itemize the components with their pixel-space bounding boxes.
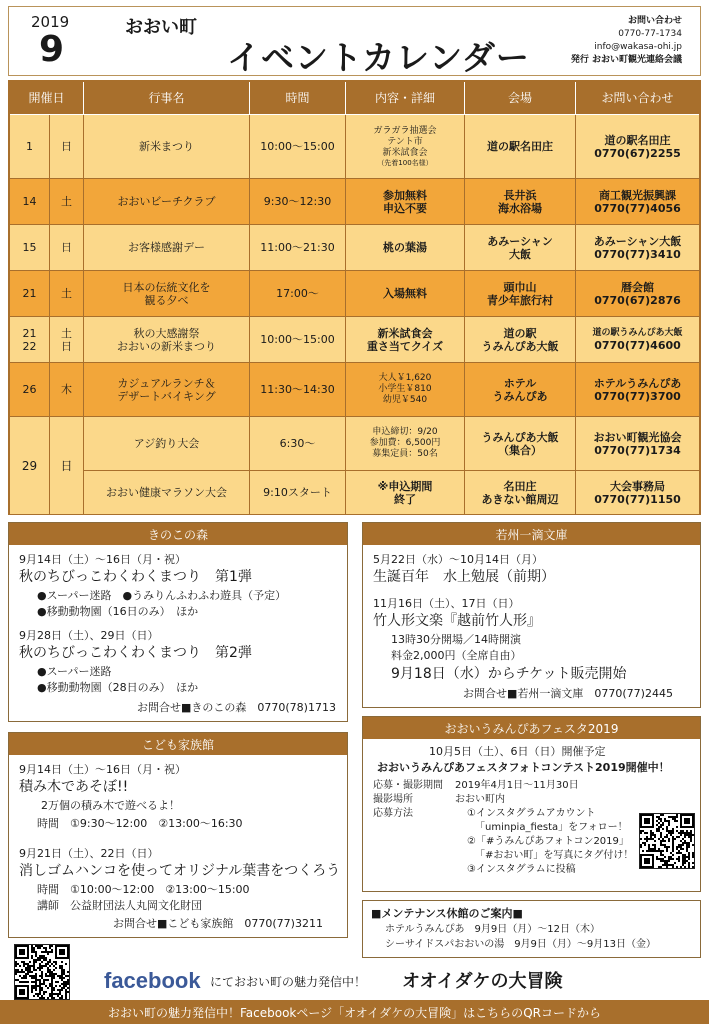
- event-calendar-table: [8, 80, 701, 515]
- festa-method-line: ②「#うみんぴあフォトコン2019」: [467, 836, 629, 847]
- cell-contact: おおい町観光協会 0770(77)1734: [576, 417, 699, 471]
- festa-row-value: 2019年4月1日～11月30日: [455, 780, 579, 791]
- cell-time: 17:00～: [250, 271, 346, 317]
- header-email: info@wakasa-ohi.jp: [594, 42, 682, 52]
- cell-venue: 道の駅名田庄: [465, 115, 576, 179]
- cell-event-name: 秋の大感謝祭 おおいの新米まつり: [84, 317, 250, 363]
- kodomo-e2-title: 消しゴムハンコを使ってオリジナル葉書をつくろう: [19, 863, 341, 879]
- cell-contact: 道の駅うみんぴあ大飯 0770(77)4600: [576, 317, 699, 363]
- kodomo-section: [8, 732, 348, 938]
- cell-day-merged: 日: [50, 417, 84, 515]
- festa-qr-code-icon[interactable]: [639, 813, 695, 869]
- wakasa-e1-date: 5月22日（水）～10月14日（月）: [373, 553, 543, 566]
- maintenance-line-2: シーサイドスパおおいの湯 9月9日（月）～9月13日（金）: [385, 939, 657, 950]
- cell-event-name: カジュアルランチ＆ デザートバイキング: [84, 363, 250, 417]
- cell-day: 土: [50, 179, 84, 225]
- header-contact-label: お問い合わせ: [627, 16, 682, 26]
- header-tel: 0770-77-1734: [618, 29, 682, 39]
- cell-date: 26: [10, 363, 50, 417]
- festa-row-label: 撮影場所: [373, 794, 413, 805]
- festa-row-label: 応募・撮影期間: [373, 780, 443, 791]
- cell-detail: 新米試食会 重さ当てクイズ: [346, 317, 465, 363]
- cell-time: 10:00～15:00: [250, 317, 346, 363]
- cell-venue: 道の駅 うみんぴあ大飯: [465, 317, 576, 363]
- cell-contact: ホテルうみんぴあ 0770(77)3700: [576, 363, 699, 417]
- table-row: [10, 317, 699, 363]
- cell-day: 日: [50, 115, 84, 179]
- wakasa-e2-title: 竹人形文楽『越前竹人形』: [373, 613, 541, 629]
- wakasa-e2-ticket: 9月18日（水）からチケット販売開始: [391, 666, 627, 682]
- table-row: [10, 179, 699, 225]
- header-publisher: 発行 おおい町観光連絡会議: [570, 55, 682, 65]
- cell-day: 木: [50, 363, 84, 417]
- kodomo-e1-title: 積み木であそぼ!!: [19, 779, 129, 795]
- kinoko-contact: お問合せ■きのこの森 0770(78)1713: [137, 701, 336, 714]
- festa-row-label: 応募方法: [373, 808, 413, 819]
- festa-method-line: 「uminpia_fiesta」をフォロー！: [475, 822, 628, 833]
- facebook-logo[interactable]: facebook: [104, 968, 201, 993]
- table-header-cell: 会場: [465, 82, 576, 115]
- festa-row-value: おおい町内: [455, 794, 505, 805]
- cell-date-merged: 29: [10, 417, 50, 515]
- kinoko-e2-title: 秋のちびっこわくわくまつり 第2弾: [19, 645, 252, 661]
- page-header: [8, 6, 701, 76]
- kodomo-title: こども家族館: [9, 733, 347, 755]
- cell-detail: ※申込期間 終了: [346, 471, 465, 515]
- kodomo-e2-teacher: 講師 公益財団法人丸岡文化財団: [37, 899, 202, 912]
- cell-time: 6:30～: [250, 417, 346, 471]
- wakasa-section: [362, 522, 701, 708]
- cell-time: 11:30～14:30: [250, 363, 346, 417]
- kodomo-e1-time: 時間 ①9:30～12:00 ②13:00～16:30: [37, 817, 243, 830]
- wakasa-e2-fee: 料金2,000円（全席自由）: [391, 649, 522, 662]
- table-row: [10, 271, 699, 317]
- table-header-cell: 行事名: [84, 82, 250, 115]
- wakasa-title: 若州一滴文庫: [363, 523, 700, 545]
- table-header-cell: 開催日: [10, 82, 84, 115]
- kinoko-e1-title: 秋のちびっこわくわくまつり 第1弾: [19, 569, 252, 585]
- cell-date: 1: [10, 115, 50, 179]
- cell-time: 11:00～21:30: [250, 225, 346, 271]
- cell-contact: あみーシャン大飯 0770(77)3410: [576, 225, 699, 271]
- table-row: [10, 417, 699, 471]
- cell-event-name: 新米まつり: [84, 115, 250, 179]
- cell-contact: 道の駅名田庄 0770(67)2255: [576, 115, 699, 179]
- cell-venue: あみーシャン 大飯: [465, 225, 576, 271]
- table-header-row: [10, 82, 699, 115]
- festa-row-value: ①インスタグラムアカウント: [467, 808, 596, 819]
- kinoko-e2-item-2: ●移動動物園（28日のみ） ほか: [37, 681, 199, 694]
- table-row: [10, 363, 699, 417]
- facebook-page-name: オオイダケの大冒険: [402, 971, 563, 992]
- cell-contact: 商工観光振興課 0770(77)4056: [576, 179, 699, 225]
- wakasa-e1-title: 生誕百年 水上勉展（前期）: [373, 569, 555, 585]
- festa-section: [362, 716, 701, 892]
- cell-event-name: おおいビーチクラブ: [84, 179, 250, 225]
- festa-title: おおいうみんぴあフェスタ2019: [363, 717, 700, 739]
- kinoko-e1-date: 9月14日（土）～16日（月・祝）: [19, 553, 186, 566]
- kinoko-e2-date: 9月28日（土）、29日（日）: [19, 629, 159, 642]
- maintenance-line-1: ホテルうみんぴあ 9月9日（月）～12日（木）: [385, 924, 600, 935]
- maintenance-section: [362, 900, 701, 958]
- festa-method-line: ③インスタグラムに投稿: [467, 864, 576, 875]
- cell-day: 土 日: [50, 317, 84, 363]
- kinoko-title: きのこの森: [9, 523, 347, 545]
- cell-event-name: おおい健康マラソン大会: [84, 471, 250, 515]
- footer-bar: おおい町の魅力発信中！Facebookページ「オオイダケの大冒険」はこちらのQRコードから: [0, 1000, 709, 1024]
- cell-time: 9:30～12:30: [250, 179, 346, 225]
- cell-day: 土: [50, 271, 84, 317]
- cell-detail: 申込締切：9/20 参加費：6,500円 募集定員：50名: [346, 417, 465, 471]
- festa-contest: おおいうみんぴあフェスタフォトコンテスト2019開催中！: [377, 761, 670, 774]
- cell-detail: 参加無料 申込不要: [346, 179, 465, 225]
- header-year: 2019: [31, 13, 70, 31]
- wakasa-contact: お問合せ■若州一滴文庫 0770(77)2445: [463, 687, 673, 700]
- table-header-cell: 時間: [250, 82, 346, 115]
- page-title: イベントカレンダー: [227, 38, 530, 77]
- kodomo-e2-time: 時間 ①10:00～12:00 ②13:00～15:00: [37, 883, 250, 896]
- facebook-text: にておおい町の魅力発信中！: [210, 975, 367, 989]
- cell-time: 9:10スタート: [250, 471, 346, 515]
- cell-venue: 長井浜 海水浴場: [465, 179, 576, 225]
- festa-method-line: 「#おおい町」を写真にタグ付け！: [475, 850, 634, 861]
- kodomo-e2-date: 9月21日（土）、22日（日）: [19, 847, 159, 860]
- festa-date: 10月5日（土）、6日（日）開催予定: [429, 745, 606, 758]
- cell-contact: 暦会館 0770(67)2876: [576, 271, 699, 317]
- cell-day: 日: [50, 225, 84, 271]
- table-row: [10, 225, 699, 271]
- cell-contact: 大会事務局 0770(77)1150: [576, 471, 699, 515]
- cell-date: 15: [10, 225, 50, 271]
- cell-venue: ホテル うみんぴあ: [465, 363, 576, 417]
- table-header-cell: お問い合わせ: [576, 82, 699, 115]
- cell-event-name: アジ釣り大会: [84, 417, 250, 471]
- kinoko-e1-item-1: ●スーパー迷路 ●うみりんふわふわ遊具（予定）: [37, 589, 287, 602]
- cell-detail: ガラガラ抽選会 テント市 新米試食会 （先着100名様）: [346, 115, 465, 179]
- cell-event-name: お客様感謝デー: [84, 225, 250, 271]
- cell-date: 21 22: [10, 317, 50, 363]
- table-header-cell: 内容・詳細: [346, 82, 465, 115]
- cell-date: 14: [10, 179, 50, 225]
- cell-event-name: 日本の伝統文化を 観る夕べ: [84, 271, 250, 317]
- cell-venue: うみんぴあ大飯 （集合）: [465, 417, 576, 471]
- header-contact: [571, 15, 682, 67]
- kodomo-contact: お問合せ■こども家族館 0770(77)3211: [113, 917, 323, 930]
- cell-detail: 大人￥1,620 小学生￥810 幼児￥540: [346, 363, 465, 417]
- header-month: 9: [39, 29, 65, 70]
- header-town: おおい町: [125, 17, 197, 38]
- kinoko-e2-item-1: ●スーパー迷路: [37, 665, 112, 678]
- cell-date: 21: [10, 271, 50, 317]
- wakasa-e2-time: 13時30分開場／14時開演: [391, 633, 521, 646]
- cell-time: 10:00～15:00: [250, 115, 346, 179]
- cell-venue: 頭巾山 青少年旅行村: [465, 271, 576, 317]
- kodomo-e1-date: 9月14日（土）～16日（月・祝）: [19, 763, 186, 776]
- cell-detail: 入場無料: [346, 271, 465, 317]
- kodomo-e1-sub: 2万個の積み木で遊べるよ！: [41, 799, 180, 812]
- kinoko-section: [8, 522, 348, 722]
- wakasa-e2-date: 11月16日（土）、17日（日）: [373, 597, 520, 610]
- table-row: [10, 115, 699, 179]
- maintenance-title: ■メンテナンス休館のご案内■: [371, 907, 523, 920]
- cell-detail: 桃の葉湯: [346, 225, 465, 271]
- cell-venue: 名田庄 あきない館周辺: [465, 471, 576, 515]
- facebook-qr-code-icon[interactable]: [14, 944, 70, 1000]
- kinoko-e1-item-2: ●移動動物園（16日のみ） ほか: [37, 605, 199, 618]
- table-row: [10, 471, 699, 515]
